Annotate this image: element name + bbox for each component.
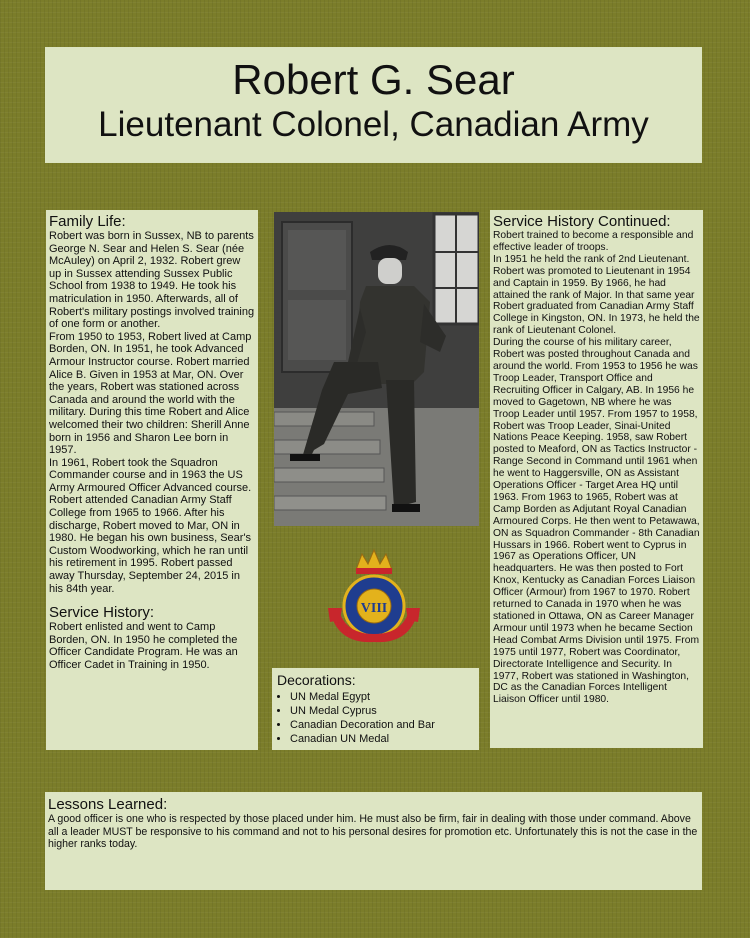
service-history-continued-panel bbox=[490, 210, 703, 748]
decorations-list bbox=[277, 690, 475, 746]
decorations-panel bbox=[272, 668, 479, 750]
decoration-item: • UN Medal Egypt bbox=[290, 690, 475, 704]
decoration-item: • UN Medal Cyprus bbox=[290, 704, 475, 718]
service-history-continued-text: Robert trained to become a responsible and effective leader of troops. In 1951 he held the rank of 2nd Lieutenant. Robert was promoted to Lieutenant in 1954 and Captain in 1959. By 1966, he had attained the rank of Major. In that same year Robert graduated from Canadian Army Staff College in Kingston, ON. In 1973, he held the rank of Lieutenant Colonel. During the course of his military career, Robert was posted throughout Canada and around the world. From 1953 to 1956 he was Troop Leader, Transport Office and Recruiting Officer in Calgary, AB. In 1956 he moved to Gagetown, NB where he was Troop Leader until 1957. From 1957 to 1958, Robert was Troop Leader, Sinai-United Nations Peace Keeping. 1958, saw Robert posted to Meaford, ON as Tactics Instructor - Range Second in Command until 1961 when he went to Haggersville, ON as Assistant Operations Officer - Target Area HQ until 1963. From 1963 to 1965, Robert was at Camp Borden as Adjutant Royal Canadian Armoured Corps. He then went to Petawawa, ON as Squadron Commander - 8th Canadian Hussars in 1966. Robert went to Cyprus in 1967 as Operations Officer, UN headquarters. He was then posted to Fort Knox, Kentucky as Canadian Forces Liaison Officer (Armour) from 1967 to 1970. Robert returned to Canada in 1970 when he was stationed in Ottawa, ON as Career Manager Armour until 1973 when he became Section Head Combat Arms Division until 1975. From 1975 until 1977, Robert was Coordinator, Directorate Intelligence and Security. In 1977, Robert was stationed in Washington, DC as the Canadian Forces Intelligent Liaison Officer until 1980. bbox=[493, 230, 700, 706]
page-title: Robert G. Sear bbox=[232, 56, 515, 103]
page-subtitle: Lieutenant Colonel, Canadian Army bbox=[98, 105, 649, 144]
service-history-continued-heading: Service History Continued: bbox=[493, 213, 671, 230]
service-history-heading: Service History: bbox=[49, 604, 155, 622]
family-life-heading: Family Life: bbox=[49, 213, 126, 230]
family-life-panel bbox=[46, 210, 258, 750]
lessons-learned-text: A good officer is one who is respected by those placed under him. He must also be firm, fair in dealing with those under command. Above all a leader MUST be responsive to his command and not to his personal desires for promotion etc. Unfortunately this is not the case in the higher ranks today. bbox=[48, 813, 698, 851]
lessons-learned-heading: Lessons Learned: bbox=[48, 796, 168, 813]
decoration-item: • Canadian Decoration and Bar bbox=[290, 718, 475, 732]
service-history-text: Robert enlisted and went to Camp Borden, ON. In 1950 he completed the Officer Candidate Program. He was an Officer Cadet in Training in 1950. bbox=[49, 621, 238, 671]
family-life-text: Robert was born in Sussex, NB to parents George N. Sear and Helen S. Sear (née McAuley) on April 2, 1932. Robert grew up in Sussex attending Sussex Public School from 1938 to 1949. He took his matriculation in 1950. Afterwards, all of Robert's military postings involved training of one form or another. From 1950 to 1953, Robert lived at Camp Borden, ON. In 1951, he took Advanced Armour Instructor course. Robert married Alice B. Given in 1953 at Mar, ON. Over the years, Robert was stationed across Canada and around the world with the military. During this time Robert and Alice welcomed their two children: Sherill Anne born in 1956 and Sharon Lee born in 1957. In 1961, Robert took the Squadron Commander course and in 1963 the US Army Armoured Officer Advanced course. Robert attended Canadian Army Staff College from 1965 to 1966. After his discharge, Robert moved to Mar, ON in 1980. He began his own business, Sear's Custom Woodworking, which he ran until his retirement in 1995. Robert passed away Thursday, September 24, 2015 in his 84th year. bbox=[49, 230, 255, 595]
insignia-numeral: VIII bbox=[360, 601, 388, 616]
title-panel bbox=[45, 47, 702, 163]
decoration-item: • Canadian UN Medal bbox=[290, 732, 475, 746]
decorations-heading: Decorations: bbox=[277, 672, 356, 688]
lessons-learned-panel bbox=[45, 792, 702, 890]
crown-icon bbox=[356, 550, 392, 570]
portrait-photo bbox=[274, 212, 479, 526]
hussars-insignia bbox=[328, 548, 420, 648]
